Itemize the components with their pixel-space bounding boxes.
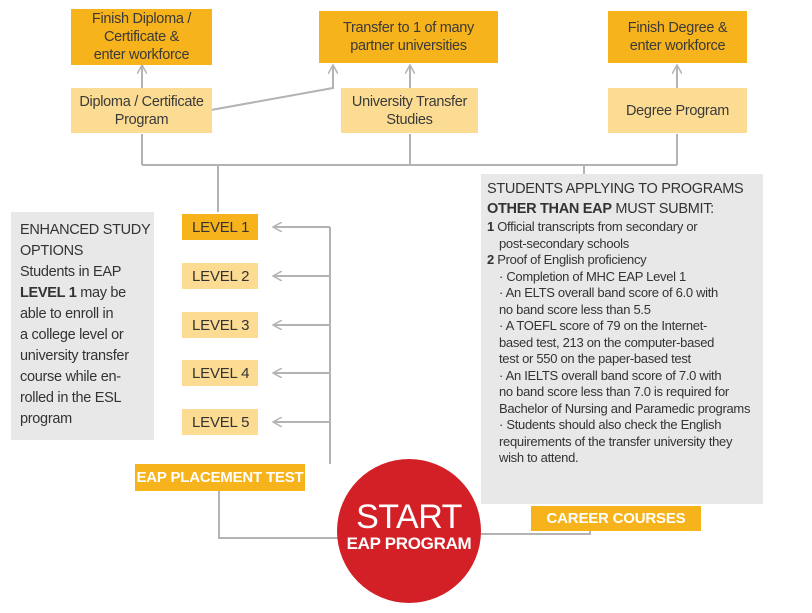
study-options-text: university transfer [20, 348, 129, 364]
study-options-heading: ENHANCED STUDY [20, 222, 151, 238]
requirement-item [487, 252, 763, 269]
level-4-box: LEVEL 4 [182, 360, 258, 386]
start-circle [337, 459, 481, 603]
outcome-text: Finish Degree & [627, 20, 728, 36]
study-options-text: a college level or [20, 327, 124, 343]
outcome-text: enter workforce [629, 38, 726, 54]
outcome-text: Certificate & [103, 29, 180, 45]
outcome-text: partner universities [350, 38, 467, 54]
outcome-text: enter workforce [93, 47, 190, 63]
study-options-level: LEVEL 1 [20, 285, 77, 301]
requirement-bullet: · An ELTS overall band score of 6.0 with [499, 285, 718, 300]
program-text: Studies [386, 111, 433, 128]
requirement-bullet: Bachelor of Nursing and Paramedic programs [499, 400, 751, 416]
transfer-outcome-box [319, 11, 498, 63]
start-title: START [356, 498, 462, 536]
requirement-item [487, 219, 763, 236]
study-options-text: may be [76, 285, 126, 301]
diploma-program-box [71, 88, 212, 133]
level-1-box: LEVEL 1 [182, 214, 258, 240]
study-options-text: able to enroll in [20, 306, 114, 322]
requirements-heading-rest: MUST SUBMIT: [611, 201, 714, 217]
study-options-panel [11, 212, 154, 440]
requirement-text: Official transcripts from secondary or [497, 219, 698, 234]
career-courses-box: CAREER COURSES [531, 506, 701, 531]
program-text: University Transfer [351, 93, 468, 110]
diploma-outcome-box [71, 9, 212, 65]
degree-program-box [608, 88, 747, 133]
study-options-heading: OPTIONS [20, 243, 84, 259]
requirements-panel [481, 174, 763, 504]
program-text: Program [114, 111, 169, 128]
outcome-text: Transfer to 1 of many [343, 20, 474, 36]
requirements-heading-bold: OTHER THAN EAP [487, 201, 612, 217]
requirement-bullet: based test, 213 on the computer-based [499, 334, 715, 350]
requirement-text: Proof of English proficiency [497, 252, 647, 267]
outcome-text: Finish Diploma / [91, 11, 192, 27]
requirement-bullet: · Completion of MHC EAP Level 1 [499, 268, 686, 284]
study-options-text: course while en- [20, 369, 121, 385]
study-options-text: program [20, 411, 72, 427]
level-2-box: LEVEL 2 [182, 263, 258, 289]
requirement-number: 1 [487, 219, 494, 234]
start-subtitle: EAP PROGRAM [346, 534, 472, 553]
level-3-box: LEVEL 3 [182, 312, 258, 338]
requirement-bullet: no band score less than 5.5 [499, 301, 651, 317]
requirement-bullet: no band score less than 7.0 is required for [499, 384, 729, 399]
study-options-text [20, 283, 154, 304]
program-text: Degree Program [626, 102, 729, 119]
requirement-bullet: · An IELTS overall band score of 7.0 with [499, 367, 722, 383]
requirement-bullet: wish to attend. [499, 450, 579, 465]
requirement-bullet: · A TOEFL score of 79 on the Internet- [499, 318, 708, 333]
requirements-heading: STUDENTS APPLYING TO PROGRAMS [487, 181, 744, 197]
placement-test-box: EAP PLACEMENT TEST [135, 464, 305, 491]
requirements-heading [487, 199, 763, 219]
study-options-text: rolled in the ESL [20, 390, 122, 406]
requirement-bullet: requirements of the transfer university they [499, 433, 733, 449]
study-options-text: Students in EAP [20, 264, 122, 280]
requirement-bullet: test or 550 on the paper-based test [499, 351, 691, 366]
requirement-text: post-secondary schools [499, 235, 629, 251]
degree-outcome-box [608, 11, 747, 63]
program-text: Diploma / Certificate [79, 93, 204, 110]
requirement-number: 2 [487, 252, 494, 267]
requirement-bullet: · Students should also check the English [499, 417, 722, 432]
level-5-box: LEVEL 5 [182, 409, 258, 435]
transfer-program-box [341, 88, 478, 133]
